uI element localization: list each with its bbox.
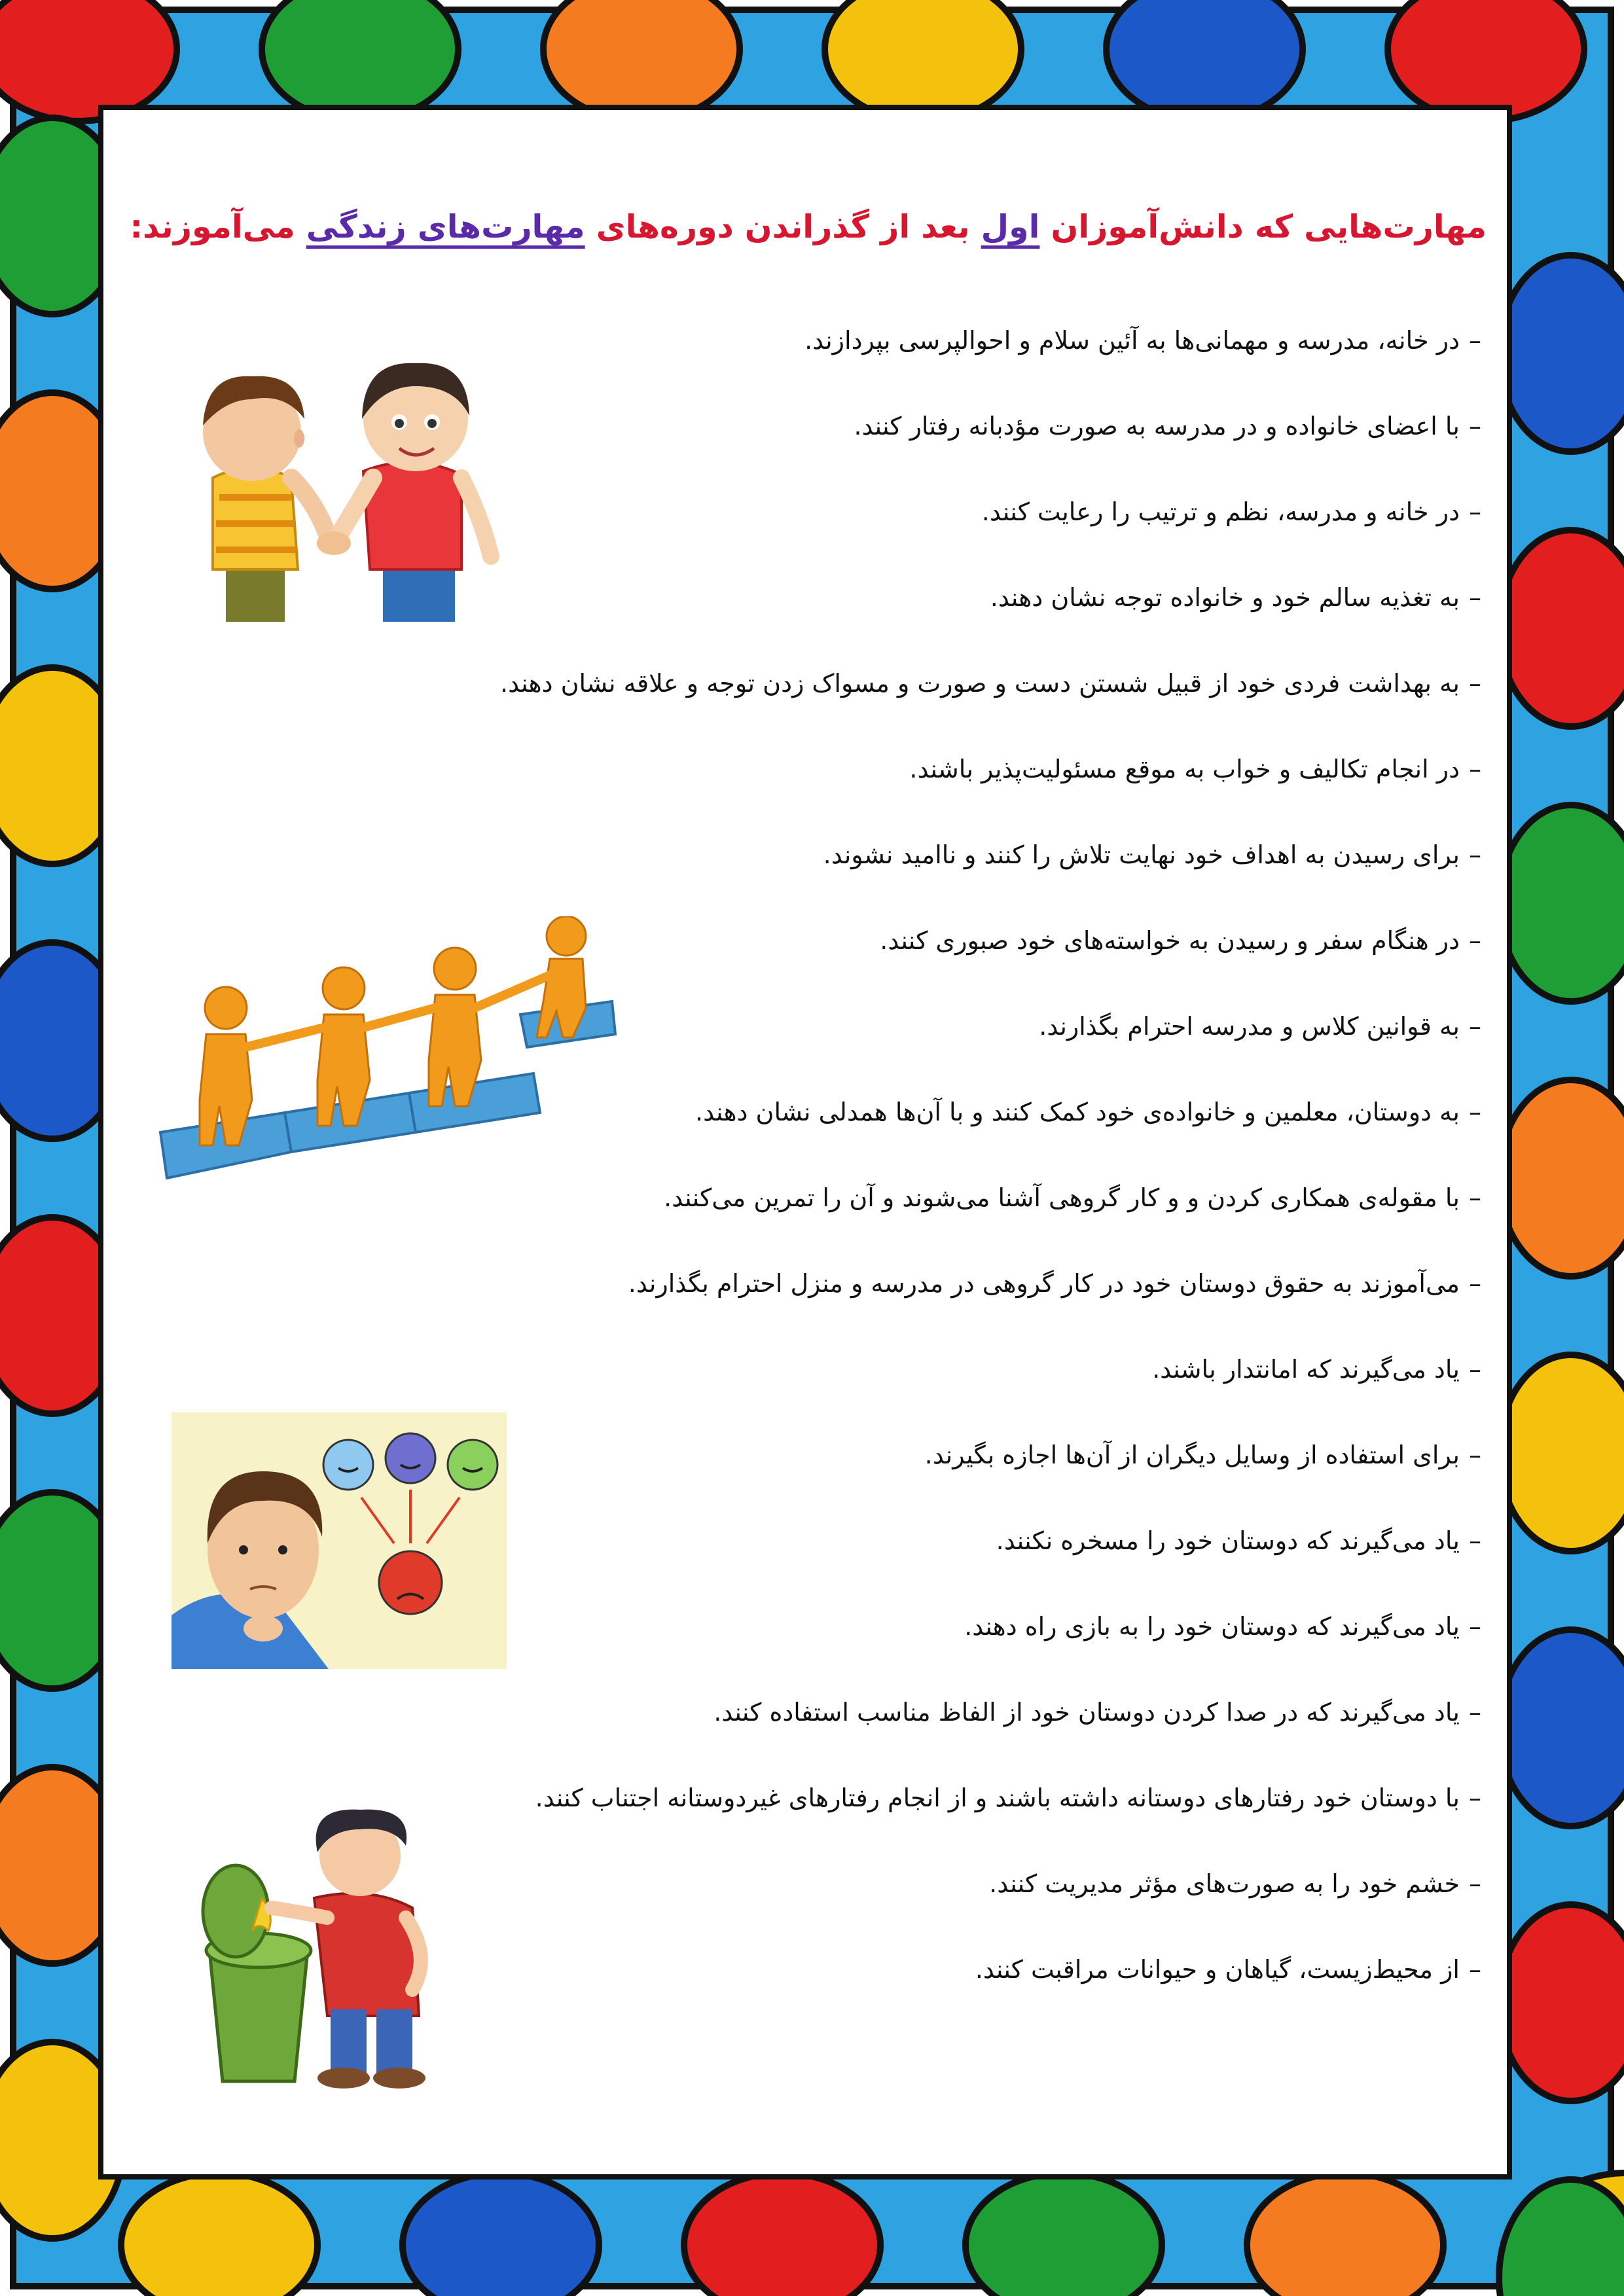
skill-text: در خانه و مدرسه، نظم و ترتیب را رعایت کنند. — [981, 497, 1460, 526]
frame-dot — [121, 2173, 317, 2296]
skill-text: برای رسیدن به اهداف خود نهایت تلاش را کنند و ناامید نشوند. — [823, 840, 1460, 869]
skill-text: به دوستان، معلمین و خانواده‌ی خود کمک کنند و با آن‌ها همدلی نشان دهند. — [695, 1098, 1460, 1126]
list-dash: – — [1469, 497, 1481, 526]
frame-dot — [965, 2173, 1162, 2296]
list-item — [434, 1264, 1481, 1350]
list-dash: – — [1469, 926, 1481, 955]
list-item — [434, 321, 1481, 406]
list-item — [434, 1864, 1481, 1950]
skill-text: می‌آموزند به حقوق دوستان خود در کار گروهی در مدرسه و منزل احترام بگذارند. — [628, 1269, 1460, 1298]
list-item — [434, 1778, 1481, 1864]
list-dash: – — [1469, 1526, 1481, 1555]
list-dash: – — [1469, 1355, 1481, 1384]
puzzle-teamwork-illustration — [154, 916, 638, 1198]
frame-dot — [1499, 1905, 1624, 2101]
skill-text: یاد می‌گیرند که امانتدار باشند. — [1152, 1355, 1460, 1384]
skill-text: در خانه، مدرسه و مهمانی‌ها به آئین سلام و احوالپرسی بپردازند. — [804, 326, 1460, 355]
skill-text: با دوستان خود رفتارهای دوستانه داشته باشند و از انجام رفتارهای غیردوستانه اجتناب کنند. — [535, 1784, 1460, 1812]
frame-dot — [684, 2173, 880, 2296]
list-dash: – — [1469, 1869, 1481, 1898]
frame-dot — [543, 0, 740, 121]
list-dash: – — [1469, 1183, 1481, 1212]
frame-dot — [1247, 2173, 1443, 2296]
list-dash: – — [1469, 1955, 1481, 1984]
frame-dot — [1499, 1355, 1624, 1551]
heading-part-2: بعد از گذراندن دوره‌های — [585, 208, 981, 245]
list-dash: – — [1469, 1698, 1481, 1727]
boy-trash-bin-illustration — [196, 1800, 458, 2091]
list-dash: – — [1469, 1012, 1481, 1041]
frame-dot — [1499, 1080, 1624, 1276]
skill-text: برای استفاده از وسایل دیگران از آن‌ها اجازه بگیرند. — [924, 1441, 1460, 1469]
list-item — [434, 1693, 1481, 1778]
skill-text: خشم خود را به صورت‌های مؤثر مدیریت کنند. — [989, 1869, 1460, 1898]
skill-text: از محیط‌زیست، گیاهان و حیوانات مراقبت کنند. — [975, 1955, 1460, 1984]
list-dash: – — [1469, 1612, 1481, 1641]
list-dash: – — [1469, 1098, 1481, 1126]
handshake-boys-illustration — [187, 347, 501, 622]
list-item — [434, 406, 1481, 492]
list-item — [434, 578, 1481, 664]
list-item — [434, 1350, 1481, 1435]
frame-dot — [1388, 0, 1584, 121]
list-dash: – — [1469, 326, 1481, 355]
skill-text: با مقوله‌ی همکاری کردن و و کار گروهی آشنا می‌شوند و آن را تمرین می‌کنند. — [664, 1183, 1460, 1212]
skill-text: در انجام تکالیف و خواب به موقع مسئولیت‌پذیر باشند. — [909, 755, 1460, 783]
skill-text: یاد می‌گیرند که در صدا کردن دوستان خود از الفاظ مناسب استفاده کنند. — [713, 1698, 1460, 1727]
frame-dot — [1499, 1630, 1624, 1826]
skill-text: با اعضای خانواده و در مدرسه به صورت مؤدبانه رفتار کنند. — [854, 412, 1460, 440]
frame-dot — [1499, 530, 1624, 726]
skill-text: به بهداشت فردی خود از قبیل شستن دست و صورت و مسواک زدن توجه و علاقه نشان دهند. — [500, 669, 1460, 698]
list-item — [434, 835, 1481, 921]
list-dash: – — [1469, 412, 1481, 440]
list-item — [434, 1607, 1481, 1693]
heading-topic: مهارت‌های زندگی — [306, 208, 585, 245]
list-dash: – — [1469, 1269, 1481, 1298]
heading-part-1: مهارت‌هایی که دانش‌آموزان — [1039, 208, 1487, 245]
list-dash: – — [1469, 840, 1481, 869]
list-dash: – — [1469, 583, 1481, 612]
list-item — [434, 492, 1481, 578]
heading-part-3: می‌آموزند: — [130, 208, 306, 245]
frame-dot — [1106, 0, 1303, 121]
list-item — [434, 1435, 1481, 1521]
list-item — [434, 664, 1481, 749]
list-item — [434, 749, 1481, 835]
skill-text: به تغذیه سالم خود و خانواده توجه نشان دهند. — [990, 583, 1460, 612]
page-heading — [125, 208, 1487, 245]
skill-text: یاد می‌گیرند که دوستان خود را مسخره نکنند. — [996, 1526, 1460, 1555]
frame-dot — [1499, 255, 1624, 452]
boy-thinking-emotions-illustration — [171, 1412, 507, 1669]
frame-dot — [403, 2173, 599, 2296]
list-item — [434, 1950, 1481, 2036]
list-dash: – — [1469, 755, 1481, 783]
frame-dot — [262, 0, 458, 121]
skill-text: در هنگام سفر و رسیدن به خواسته‌های خود صبوری کنند. — [880, 926, 1460, 955]
skill-text: یاد می‌گیرند که دوستان خود را به بازی راه دهند. — [964, 1612, 1460, 1641]
frame-dot — [1499, 805, 1624, 1001]
list-dash: – — [1469, 1441, 1481, 1469]
list-dash: – — [1469, 1784, 1481, 1812]
list-dash: – — [1469, 669, 1481, 698]
frame-dot — [825, 0, 1021, 121]
heading-grade: اول — [981, 208, 1040, 245]
skill-text: به قوانین کلاس و مدرسه احترام بگذارند. — [1039, 1012, 1460, 1041]
list-item — [434, 1521, 1481, 1607]
